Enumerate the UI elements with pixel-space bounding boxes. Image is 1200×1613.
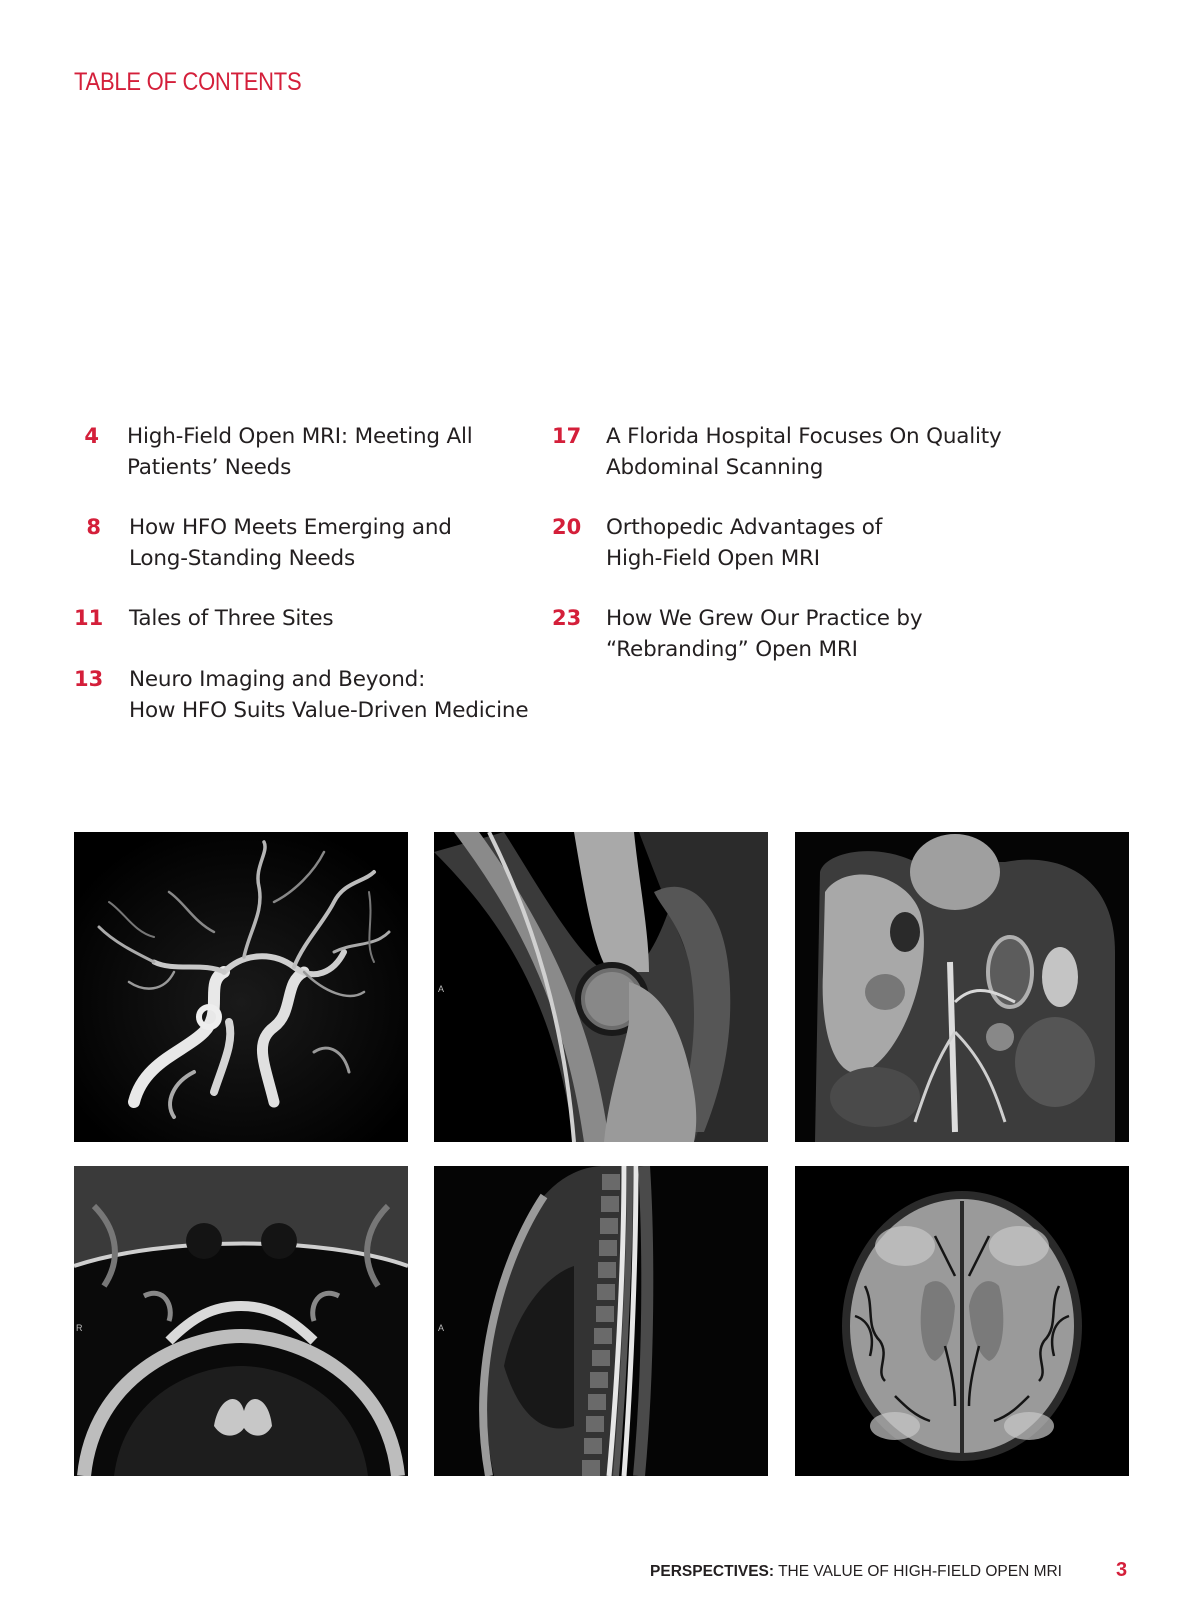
toc-page-number: 11 [74, 606, 104, 630]
toc-entry-title: Tales of Three Sites [129, 606, 334, 631]
orientation-marker: A [438, 1323, 445, 1333]
toc-entry[interactable] [74, 664, 528, 726]
toc-page-number: 17 [552, 424, 582, 448]
toc-page-number: 4 [84, 424, 99, 448]
toc-entry-title: Orthopedic Advantages of High-Field Open MRI [606, 515, 883, 571]
mri-image-skull-base [74, 1166, 408, 1476]
toc-entry[interactable] [74, 512, 452, 574]
toc-page-number: 8 [86, 515, 101, 539]
mri-image-brain-axial [795, 1166, 1129, 1476]
toc-entry-title: Neuro Imaging and Beyond: How HFO Suits Value-Driven Medicine [129, 667, 529, 723]
footer-title: THE VALUE OF HIGH-FIELD OPEN MRI [774, 1563, 1062, 1580]
toc-page-number: 13 [74, 667, 104, 691]
toc-entry[interactable] [552, 603, 922, 665]
mri-image-angiography [74, 832, 408, 1142]
mri-image-spine [434, 1166, 768, 1476]
toc-entry[interactable] [552, 512, 882, 574]
mri-image-knee [434, 832, 768, 1142]
toc-page-number: 23 [552, 606, 582, 630]
page-footer [650, 1563, 1062, 1581]
footer-label: PERSPECTIVES: [650, 1563, 775, 1580]
orientation-marker: A [438, 984, 445, 994]
toc-entry[interactable] [74, 603, 333, 634]
toc-entry-title: High-Field Open MRI: Meeting All Patients’ Needs [127, 424, 473, 480]
toc-entry[interactable] [72, 421, 473, 483]
toc-page-number: 20 [552, 515, 582, 539]
toc-entry-title: How We Grew Our Practice by “Rebranding” Open MRI [606, 606, 923, 662]
page-number: 3 [1116, 1559, 1128, 1581]
toc-heading: TABLE OF CONTENTS [74, 68, 302, 96]
toc-entry-title: A Florida Hospital Focuses On Quality Abdominal Scanning [606, 424, 1002, 480]
toc-entry-title: How HFO Meets Emerging and Long-Standing Needs [129, 515, 452, 571]
toc-entry[interactable] [552, 421, 1002, 483]
orientation-marker: R [76, 1323, 83, 1333]
mri-image-abdomen [795, 832, 1129, 1142]
